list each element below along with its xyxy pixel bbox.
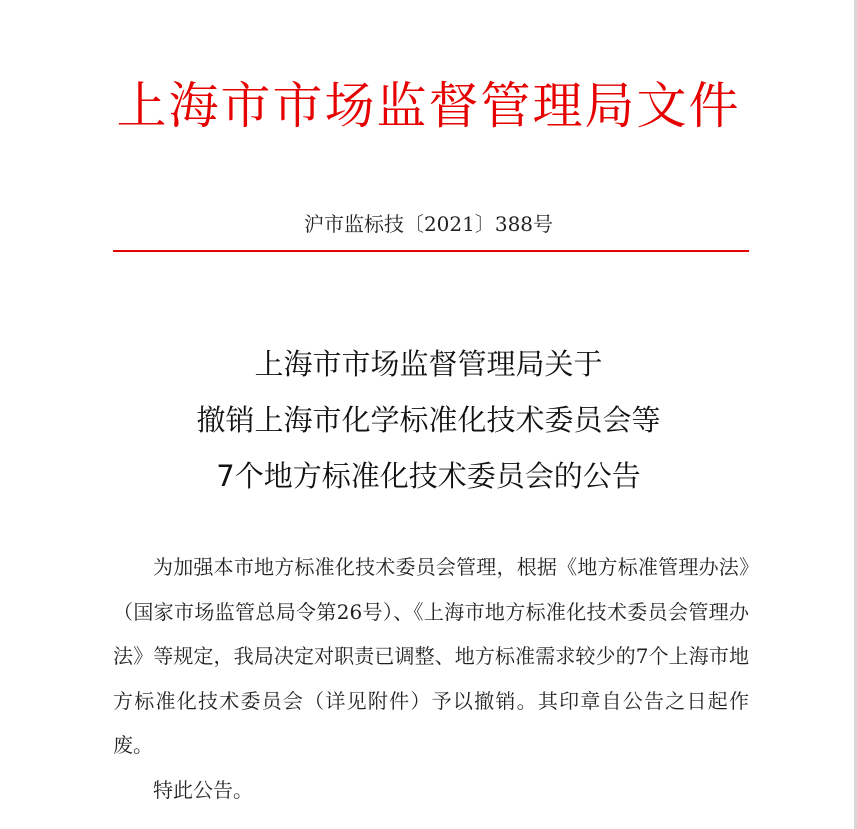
body-paragraph-2: 特此公告。 bbox=[153, 777, 253, 802]
red-divider-line bbox=[113, 250, 749, 252]
notice-body bbox=[113, 545, 749, 812]
notice-title bbox=[0, 336, 857, 504]
notice-title-line-3: 7个地方标准化技术委员会的公告 bbox=[216, 459, 641, 493]
notice-title-line-1: 上海市市场监督管理局关于 bbox=[254, 347, 603, 381]
body-paragraph-1: 为加强本市地方标准化技术委员会管理，根据《地方标准管理办法》（国家市场监管总局令第26号）、《上海市地方标准化技术委员会管理办法》等规定，我局决定对职责已调整、地方标准需求较少的7个上海市地方标准化技术委员会（详见附件）予以撤销。其印章自公告之日起作废。 bbox=[113, 555, 749, 757]
document-header-title: 上海市市场监督管理局文件 bbox=[116, 77, 741, 135]
notice-title-line-2: 撤销上海市化学标准化技术委员会等 bbox=[196, 403, 661, 437]
document-number: 沪市监标技〔2021〕388号 bbox=[303, 212, 554, 236]
